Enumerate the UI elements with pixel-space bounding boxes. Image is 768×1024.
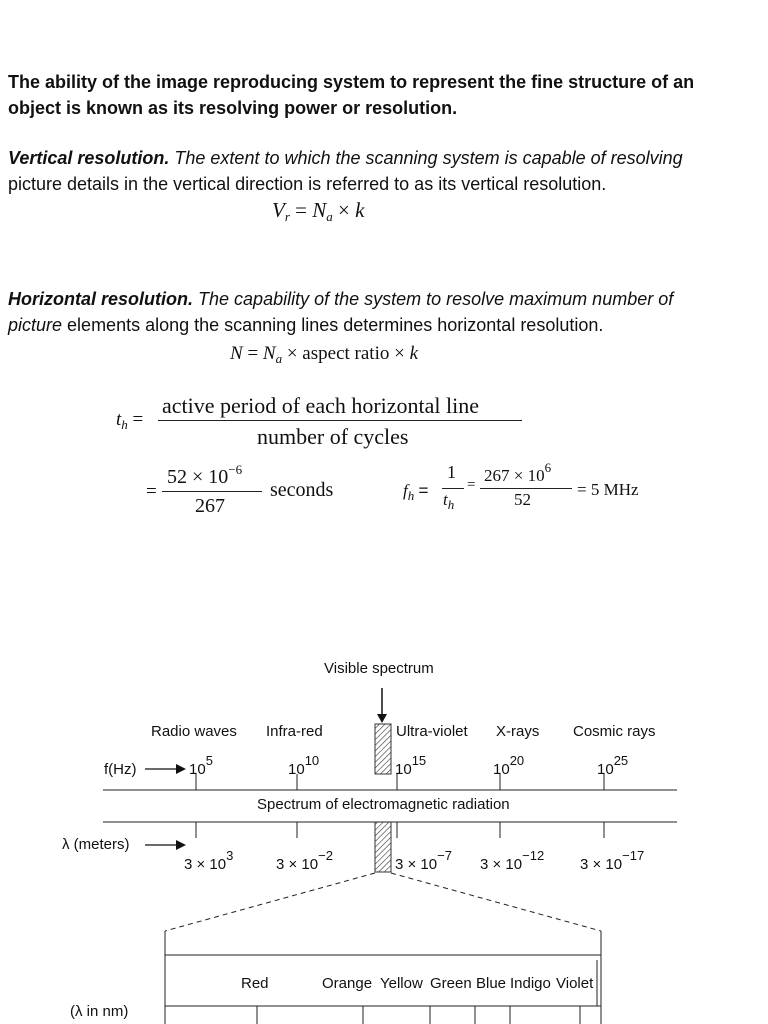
freq-arrow-head xyxy=(176,764,186,774)
visible-arrow-head xyxy=(377,714,387,723)
horizontal-resolution-text: elements along the scanning lines determines horizontal resolution. xyxy=(67,314,604,335)
wl-value-infrared: $3 \times 10^{-2}$ xyxy=(276,848,333,873)
vertical-resolution-text: picture details in the vertical direction is referred to as its vertical resolution. xyxy=(8,173,607,194)
freq-value-ultraviolet: $10^{15}$ xyxy=(395,753,427,778)
th-denominator: number of cycles xyxy=(257,424,409,449)
visible-band-upper xyxy=(375,724,391,774)
fh-den1: $t_h$ xyxy=(443,490,455,512)
fh-lhs: $f_h$ = xyxy=(403,481,429,503)
wl-value-cosmic: $3 \times 10^{-17}$ xyxy=(580,848,645,873)
band-xrays-label: X-rays xyxy=(496,723,540,740)
wl-value-radio: $3 \times 10^3$ xyxy=(184,848,234,873)
th-numerator: active period of each horizontal line xyxy=(162,393,480,418)
th-unit: seconds xyxy=(270,479,334,501)
fh-result: = 5 MHz xyxy=(577,480,639,499)
th-numerator2: $52 \times 10^{-6}$ xyxy=(167,462,243,488)
freq-axis-label: f(Hz) xyxy=(104,761,137,778)
freq-value-infrared: $10^{10}$ xyxy=(288,753,320,778)
fh-num2: $267 \times 10^6$ xyxy=(484,460,552,485)
vertical-resolution-italic: The extent to which the scanning system is capable of resolving xyxy=(174,148,683,168)
band-infrared-label: Infra-red xyxy=(266,723,323,740)
color-yellow-label: Yellow xyxy=(380,975,423,992)
expansion-line-left xyxy=(165,873,375,931)
freq-value-cosmic: $10^{25}$ xyxy=(597,753,629,778)
th-denominator2: 267 xyxy=(195,495,225,517)
freq-value-radio: $10^5$ xyxy=(189,753,213,778)
color-violet-label: Violet xyxy=(556,975,594,992)
horizontal-resolution-italic-word: picture xyxy=(8,314,63,335)
color-red-label: Red xyxy=(241,975,269,992)
wl-value-xrays: $3 \times 10^{-12}$ xyxy=(480,848,545,873)
color-indigo-label: Indigo xyxy=(510,975,551,992)
visible-band-lower xyxy=(375,822,391,872)
band-cosmic-label: Cosmic rays xyxy=(573,723,656,740)
band-ultraviolet-label: Ultra-violet xyxy=(396,723,468,740)
freq-value-xrays: $10^{20}$ xyxy=(493,753,525,778)
horizontal-resolution-italic: The capability of the system to resolve maximum number of xyxy=(198,289,674,309)
th-lhs: $t_h$ = xyxy=(116,409,144,432)
wl-value-ultraviolet: $3 \times 10^{-7}$ xyxy=(395,848,452,873)
color-blue-label: Blue xyxy=(476,975,507,992)
th-eq2: = xyxy=(146,481,157,502)
expansion-line-right xyxy=(391,873,601,931)
vertical-resolution-term: Vertical resolution. xyxy=(8,148,170,168)
vertical-resolution-formula: $V_r = N_a \times k$ xyxy=(272,198,365,224)
visible-spectrum-label: Visible spectrum xyxy=(324,660,434,677)
fh-den2: 52 xyxy=(514,490,531,509)
color-orange-label: Orange xyxy=(322,975,373,992)
horizontal-resolution-term: Horizontal resolution. xyxy=(8,289,194,309)
band-title: Spectrum of electromagnetic radiation xyxy=(257,796,510,813)
intro-paragraph: The ability of the image reproducing system to represent the fine structure of an object is known as its resolving power or resolution. xyxy=(8,72,695,118)
fh-eq2: = xyxy=(467,477,476,493)
nm-axis-label: (λ in nm) xyxy=(70,1003,129,1020)
horizontal-resolution-formula: $N = N_a$ × aspect ratio × k xyxy=(230,343,419,366)
wavelength-axis-label: λ (meters) xyxy=(62,836,130,853)
band-radio-label: Radio waves xyxy=(151,723,237,740)
fh-num1: 1 xyxy=(447,462,456,482)
color-green-label: Green xyxy=(430,975,472,992)
